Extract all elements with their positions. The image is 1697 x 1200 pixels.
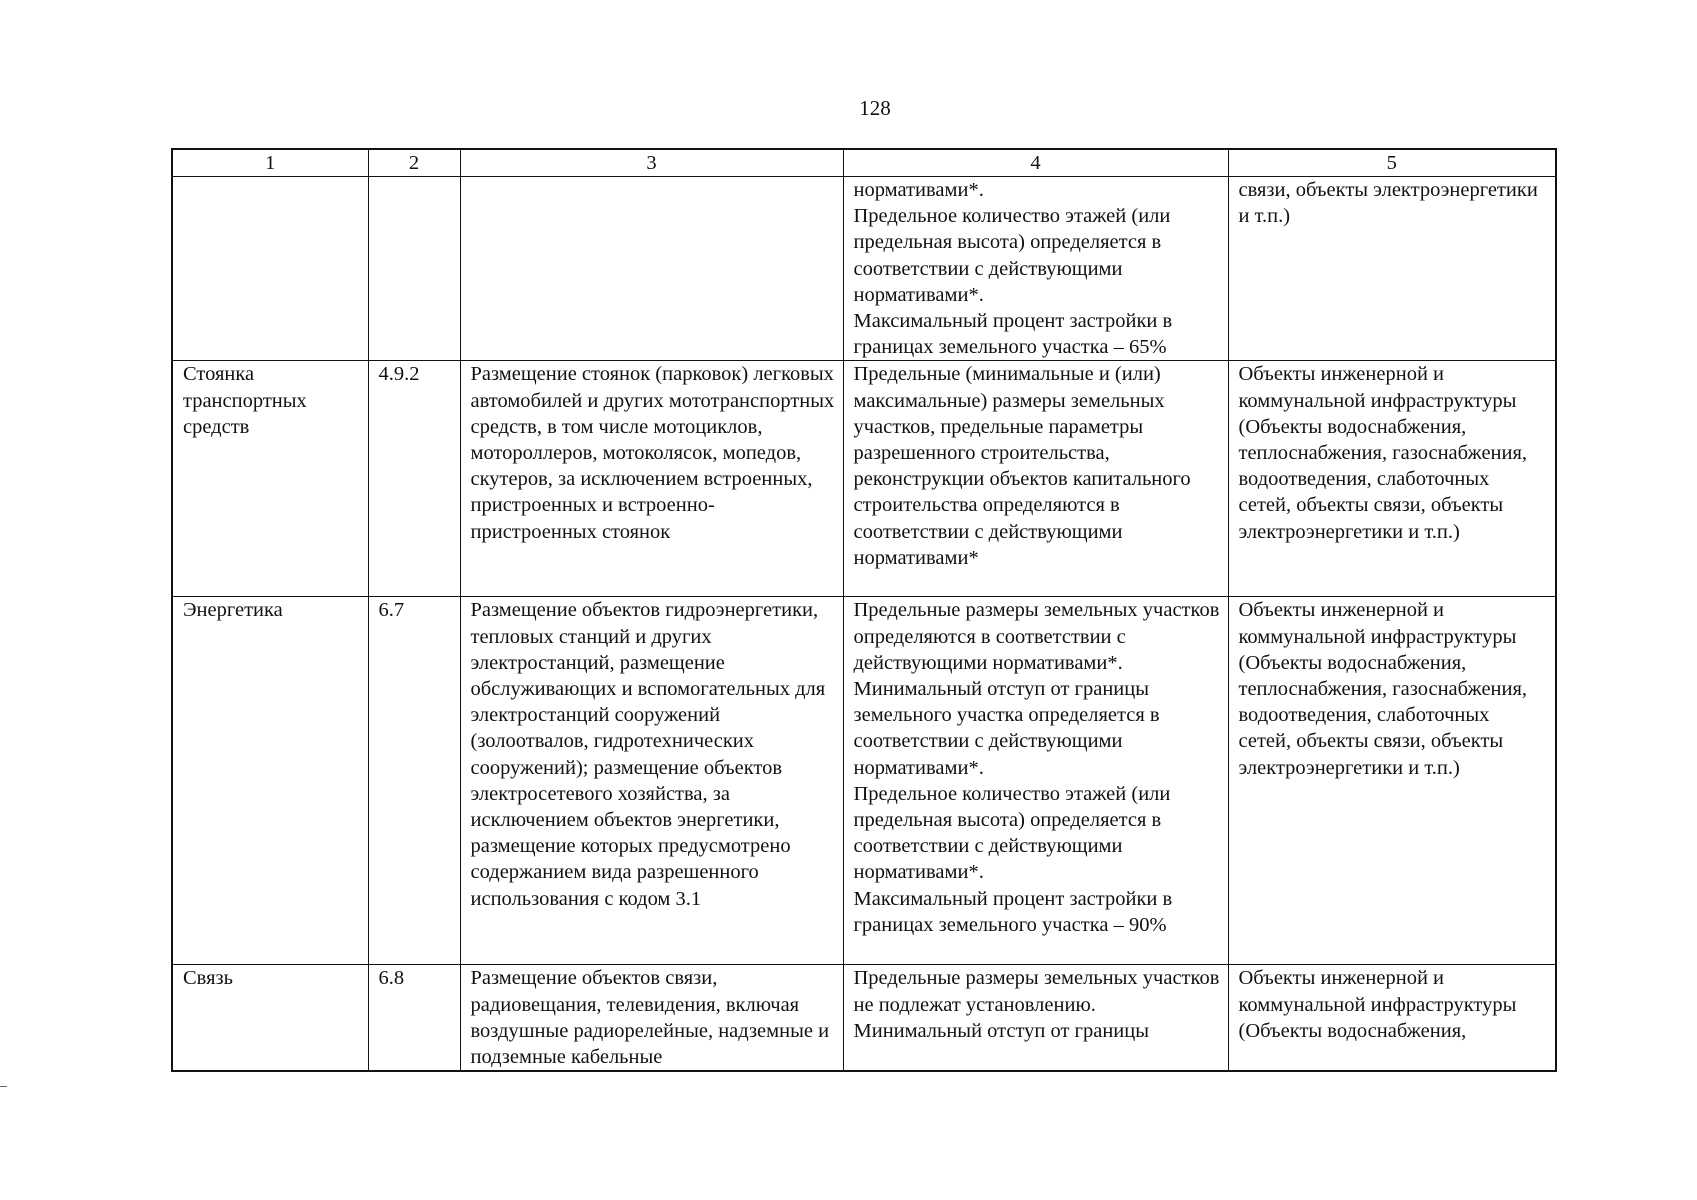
- land-use-name-cell: [172, 177, 368, 361]
- page-number: 128: [859, 96, 891, 120]
- auxiliary-uses-cell: Объекты инженерной и коммунальной инфраструктуры (Объекты водоснабжения, теплоснабжения, газоснабжения, водоотведения, слаботочных сетей, объекты связи, объекты электроэнергетики и т.п.): [1228, 597, 1556, 965]
- land-use-code-cell: 6.7: [368, 597, 460, 965]
- land-use-code-cell: [368, 177, 460, 361]
- column-header: 1: [172, 149, 368, 177]
- table-header-row: [172, 149, 1556, 177]
- column-header: 5: [1228, 149, 1556, 177]
- scan-margin-mark: [0, 1086, 7, 1087]
- land-use-description-cell: Размещение объектов гидроэнергетики, тепловых станций и других электростанций, размещение обслуживающих и вспомогательных для электростанций сооружений (золоотвалов, гидротехнических сооружений); размещение объектов электросетевого хозяйства, за исключением объектов энергетики, размещение которых предусмотрено содержанием вида разрешенного использования с кодом 3.1: [460, 597, 843, 965]
- land-use-name-cell: Энергетика: [172, 597, 368, 965]
- land-use-name-cell: Стоянка транспортных средств: [172, 361, 368, 597]
- construction-parameters-cell: Предельные размеры земельных участков определяются в соответствии с действующими нормативами*. Минимальный отступ от границы земельного участка определяется в соответствии с действующими нормативами*. Предельное количество этажей (или предельная высота) определяется в соответствии с действующими нормативами*. Максимальный процент застройки в границах земельного участка – 90%: [843, 597, 1228, 965]
- regulations-table: [171, 148, 1557, 1072]
- table-row: [172, 177, 1556, 361]
- auxiliary-uses-cell: связи, объекты электроэнергетики и т.п.): [1228, 177, 1556, 361]
- land-use-description-cell: Размещение стоянок (парковок) легковых автомобилей и других мототранспортных средств, в том числе мотоциклов, мотороллеров, мотоколясок, мопедов, скутеров, за исключением встроенных, пристроенных и встроенно-пристроенных стоянок: [460, 361, 843, 597]
- column-header: 2: [368, 149, 460, 177]
- column-header: 4: [843, 149, 1228, 177]
- auxiliary-uses-cell: Объекты инженерной и коммунальной инфраструктуры (Объекты водоснабжения,: [1228, 965, 1556, 1071]
- table-row: [172, 965, 1556, 1071]
- land-use-description-cell: [460, 177, 843, 361]
- land-use-description-cell: Размещение объектов связи, радиовещания, телевидения, включая воздушные радиорелейные, надземные и подземные кабельные: [460, 965, 843, 1071]
- construction-parameters-cell: нормативами*. Предельное количество этажей (или предельная высота) определяется в соответствии с действующими нормативами*. Максимальный процент застройки в границах земельного участка – 65%: [843, 177, 1228, 361]
- land-use-code-cell: 6.8: [368, 965, 460, 1071]
- construction-parameters-cell: Предельные размеры земельных участков не подлежат установлению. Минимальный отступ от границы: [843, 965, 1228, 1071]
- table-row: [172, 597, 1556, 965]
- land-use-name-cell: Связь: [172, 965, 368, 1071]
- construction-parameters-cell: Предельные (минимальные и (или) максимальные) размеры земельных участков, предельные параметры разрешенного строительства, реконструкции объектов капитального строительства определяются в соответствии с действующими нормативами*: [843, 361, 1228, 597]
- table-row: [172, 361, 1556, 597]
- column-header: 3: [460, 149, 843, 177]
- auxiliary-uses-cell: Объекты инженерной и коммунальной инфраструктуры (Объекты водоснабжения, теплоснабжения, газоснабжения, водоотведения, слаботочных сетей, объекты связи, объекты электроэнергетики и т.п.): [1228, 361, 1556, 597]
- land-use-code-cell: 4.9.2: [368, 361, 460, 597]
